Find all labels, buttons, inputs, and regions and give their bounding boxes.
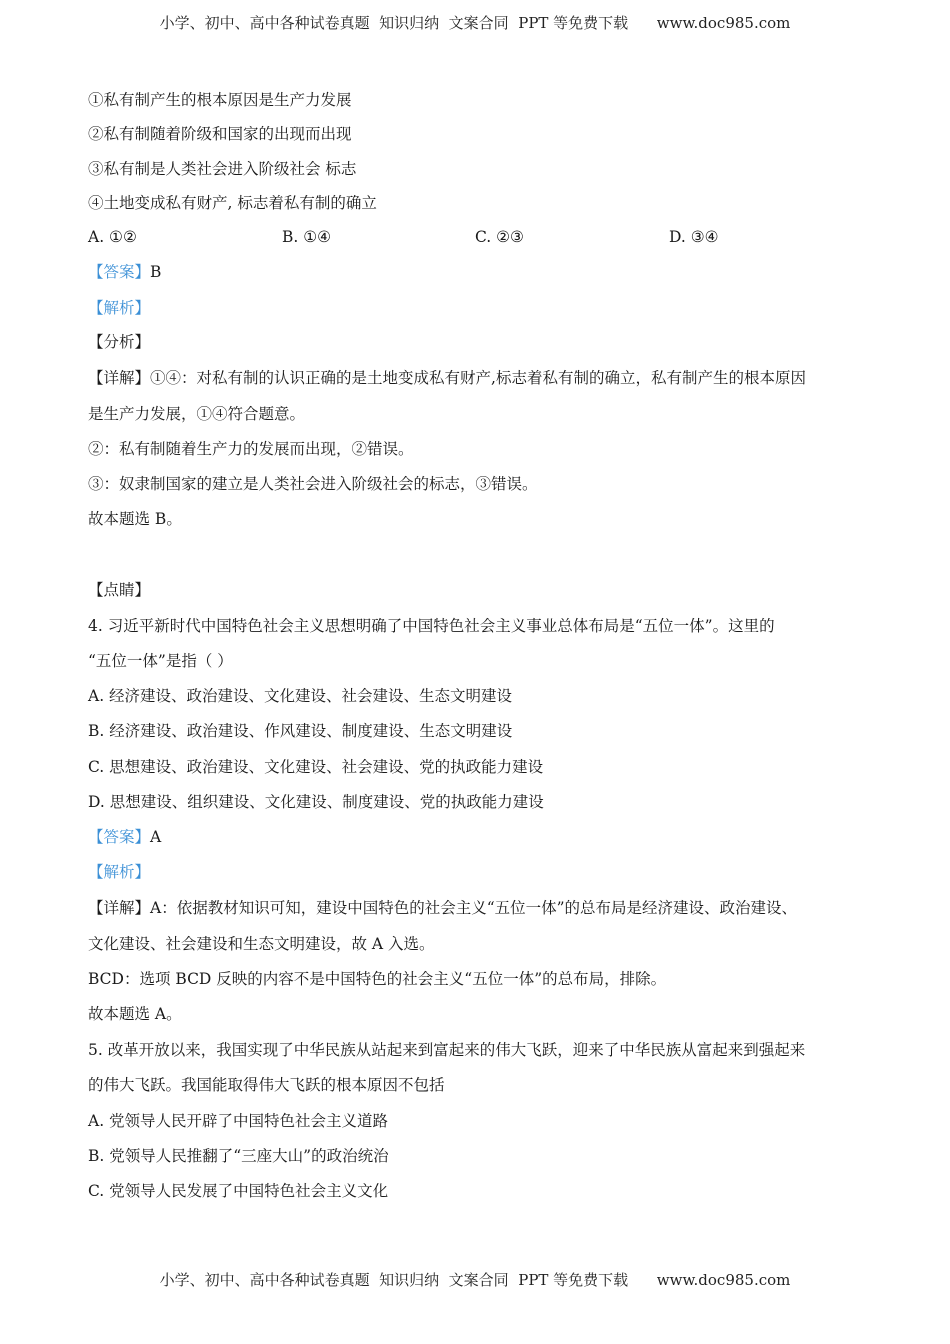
- q3-option-b: B. ①④: [282, 228, 332, 246]
- q3-detail-4: ③：奴隶制国家的建立是人类社会进入阶级社会的标志，③错误。: [88, 475, 538, 493]
- statement-2: ②私有制随着阶级和国家的出现而出现: [88, 125, 352, 143]
- q5-option-b: B. 党领导人民推翻了“三座大山”的政治统治: [88, 1147, 389, 1165]
- q5-option-a: A. 党领导人民开辟了中国特色社会主义道路: [88, 1112, 389, 1130]
- q5-stem-1: 5. 改革开放以来，我国实现了中华民族从站起来到富起来的伟大飞跃，迎来了中华民族从富起来到强起来: [88, 1041, 806, 1059]
- q3-answer: [88, 262, 161, 282]
- detail-text: A：依据教材知识可知，建设中国特色的社会主义“五位一体”的总布局是经济建设、政治建设、: [150, 899, 798, 917]
- answer-value: B: [150, 263, 162, 281]
- q3-conclusion: 故本题选 B。: [88, 510, 182, 528]
- q4-detail-2: 文化建设、社会建设和生态文明建设，故 A 入选。: [88, 935, 435, 953]
- detail-tag: 【详解】: [88, 899, 151, 917]
- page-header: 小学、初中、高中各种试卷真题 知识归纳 文案合同 PPT 等免费下载 www.doc985.com: [159, 14, 791, 32]
- q3-dianjing: 【点睛】: [88, 581, 151, 599]
- q3-fenxi: 【分析】: [88, 333, 151, 351]
- answer-tag: 【答案】: [88, 263, 151, 281]
- q3-analysis-tag: [88, 298, 150, 318]
- analysis-tag: 【解析】: [88, 863, 151, 881]
- q4-option-d: D. 思想建设、组织建设、文化建设、制度建设、党的执政能力建设: [88, 793, 544, 811]
- statement-1: ①私有制产生的根本原因是生产力发展: [88, 91, 352, 109]
- q4-analysis-tag: [88, 862, 150, 882]
- page-footer: 小学、初中、高中各种试卷真题 知识归纳 文案合同 PPT 等免费下载 www.doc985.com: [159, 1271, 791, 1289]
- q3-detail-3: ②：私有制随着生产力的发展而出现，②错误。: [88, 440, 414, 458]
- q3-option-c: C. ②③: [475, 228, 524, 246]
- q4-option-c: C. 思想建设、政治建设、文化建设、社会建设、党的执政能力建设: [88, 758, 544, 776]
- q4-stem-2: “五位一体”是指（ ）: [88, 652, 233, 670]
- q4-detail-1: [88, 898, 797, 918]
- q4-stem-1: 4. 习近平新时代中国特色社会主义思想明确了中国特色社会主义事业总体布局是“五位一体”。这里的: [88, 617, 775, 635]
- q5-option-c: C. 党领导人民发展了中国特色社会主义文化: [88, 1182, 389, 1200]
- q3-option-a: A. ①②: [88, 228, 137, 246]
- q3-detail-2: 是生产力发展，①④符合题意。: [88, 405, 306, 423]
- q3-options: [88, 227, 868, 247]
- q5-stem-2: 的伟大飞跃。我国能取得伟大飞跃的根本原因不包括: [88, 1076, 445, 1094]
- q4-detail-3: BCD：选项 BCD 反映的内容不是中国特色的社会主义“五位一体”的总布局，排除。: [88, 970, 667, 988]
- answer-tag: 【答案】: [88, 828, 151, 846]
- q4-conclusion: 故本题选 A。: [88, 1005, 182, 1023]
- statement-4: ④土地变成私有财产, 标志着私有制的确立: [88, 194, 377, 212]
- q3-detail-1: [88, 368, 806, 388]
- detail-text: ①④：对私有制的认识正确的是土地变成私有财产,标志着私有制的确立，私有制产生的根本原因: [150, 369, 806, 387]
- q4-option-a: A. 经济建设、政治建设、文化建设、社会建设、生态文明建设: [88, 687, 513, 705]
- answer-value: A: [150, 828, 162, 846]
- q3-option-d: D. ③④: [669, 228, 719, 246]
- analysis-tag: 【解析】: [88, 299, 151, 317]
- q4-option-b: B. 经济建设、政治建设、作风建设、制度建设、生态文明建设: [88, 722, 513, 740]
- q4-answer: [88, 827, 161, 847]
- statement-3: ③私有制是人类社会进入阶级社会 标志: [88, 160, 357, 178]
- detail-tag: 【详解】: [88, 369, 151, 387]
